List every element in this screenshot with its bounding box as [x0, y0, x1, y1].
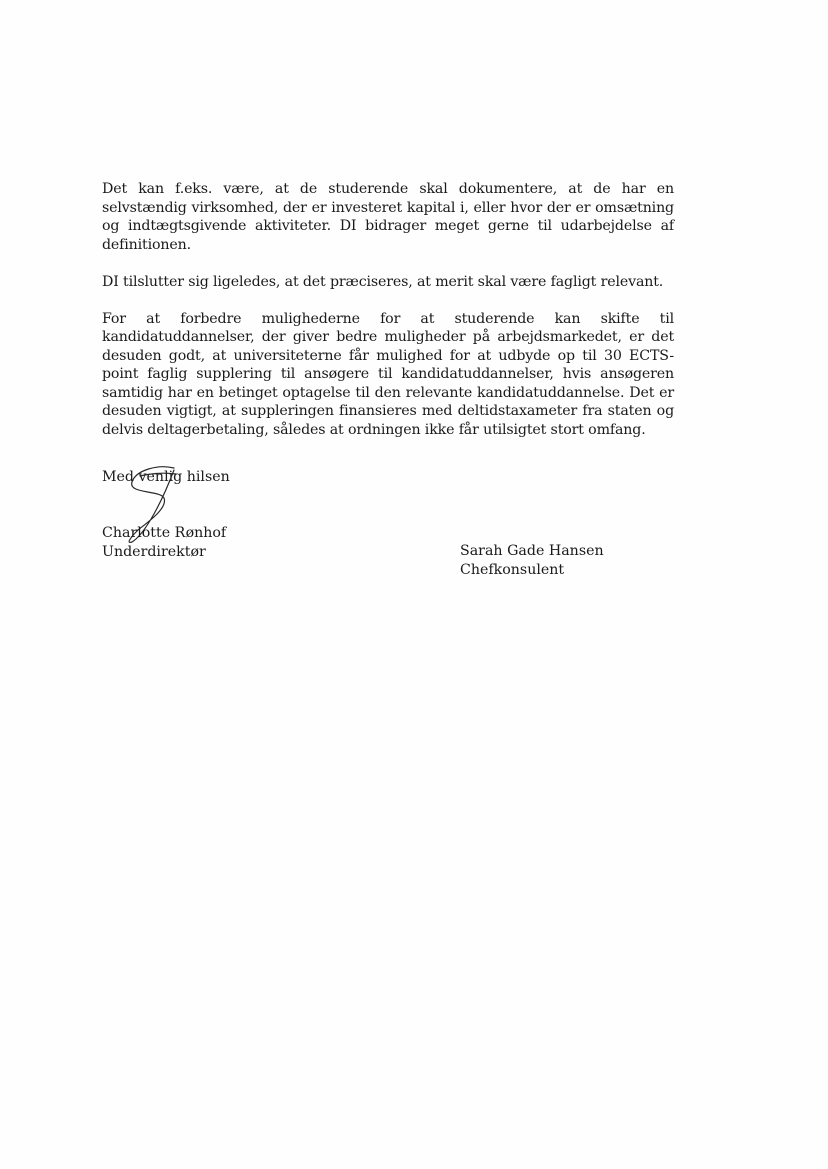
signer-left-title: Underdirektør [102, 543, 206, 560]
signer-right [460, 542, 604, 579]
paragraph-supplementation: For at forbedre mulighederne for at studerende kan skifte til kandidatuddannelser, der giver bedre muligheder på arbejdsmarkedet, er det desuden godt, at universiteterne får mulighed for at udbyde op til 30 ECTS-point faglig supplering til ansøgere til kandidatuddannelser, hvis ansøgeren samtidig har en betinget optagelse til den relevante kandidatuddannelse. Det er desuden vigtigt, at suppleringen finansieres med deltidstaxameter fra staten og delvis deltagerbetaling, således at ordningen ikke får utilsigtet stort omfang. [102, 310, 674, 438]
signer-left-name: Charlotte Rønhof [102, 525, 227, 541]
signer-right-title: Chefkonsulent [460, 561, 565, 578]
signer-left [102, 524, 226, 561]
closing-greeting: Med venlig hilsen [102, 469, 230, 485]
signer-right-name: Sarah Gade Hansen [460, 543, 604, 559]
paragraph-merit: DI tilslutter sig ligeledes, at det præciseres, at merit skal være fagligt relevant. [102, 273, 664, 290]
paragraph-definition: Det kan f.eks. være, at de studerende skal dokumentere, at de har en selvstændig virksomhed, der er investeret kapital i, eller hvor der er omsætning og indtægtsgivende aktiviteter. DI bidrager meget gerne til udarbejdelse af definitionen. [102, 181, 674, 253]
letter-body [102, 180, 674, 458]
